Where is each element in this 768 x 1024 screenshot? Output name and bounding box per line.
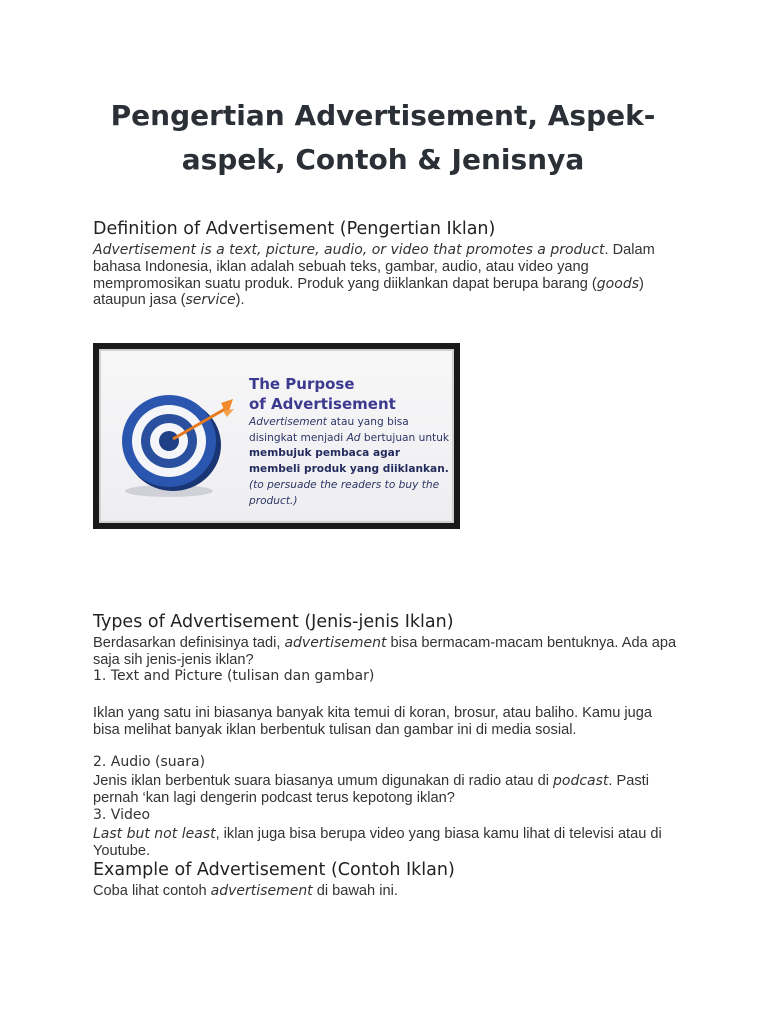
type-3-text-body: , iklan juga bisa berupa video yang biasa kamu lihat di televisi atau di Youtube.: [93, 826, 662, 859]
target-icon: [117, 389, 237, 499]
banner-text-ad: Ad: [346, 431, 361, 444]
banner-title-line-2: of Advertisement: [249, 395, 396, 413]
type-2-label: 2. Audio (suara): [93, 754, 206, 770]
definition-paragraph: [93, 242, 678, 309]
type-3-text: [93, 826, 678, 860]
banner-text-advertisement: Advertisement: [249, 416, 327, 428]
type-2-text: [93, 773, 678, 807]
type-2-text-1: Jenis iklan berbentuk suara biasanya umum digunakan di radio atau di: [93, 773, 553, 789]
example-text-2: di bawah ini.: [312, 883, 398, 899]
purpose-banner-image: [93, 343, 460, 529]
definition-service: service: [185, 292, 236, 309]
definition-body-2: ) ataupun jasa (: [93, 275, 644, 309]
types-intro-italic: advertisement: [284, 635, 387, 651]
definition-lead: Advertisement is a text, picture, audio, or video that promotes a product: [93, 242, 605, 258]
types-heading: Types of Advertisement (Jenis-jenis Iklan): [93, 612, 454, 632]
type-2-text-2: . Pasti pernah ‘kan lagi dengerin podcast terus kepotong iklan?: [93, 773, 649, 806]
example-heading: Example of Advertisement (Contoh Iklan): [93, 860, 455, 880]
definition-body-1: Dalam bahasa Indonesia, iklan adalah sebuah teks, gambar, audio, atau video yang mempromosikan suatu produk. Produk yang diiklankan dapat berupa barang (: [93, 242, 655, 292]
definition-goods: goods: [596, 275, 639, 292]
type-2-italic: podcast: [553, 773, 609, 789]
banner-text-4: bertujuan untuk: [360, 431, 450, 444]
example-text: [93, 883, 678, 900]
definition-period: .: [604, 242, 609, 258]
definition-body-3: ).: [235, 292, 245, 309]
definition-heading: Definition of Advertisement (Pengertian Iklan): [93, 219, 496, 239]
types-intro: [93, 635, 678, 669]
types-intro-1: Berdasarkan definisinya tadi,: [93, 635, 285, 651]
page-title: Pengertian Advertisement, Aspek-aspek, Contoh & Jenisnya: [110, 99, 656, 176]
example-text-italic: advertisement: [210, 883, 313, 899]
types-intro-2: bisa bermacam-macam bentuknya. Ada apa saja sih jenis-jenis iklan?: [93, 635, 677, 668]
banner-title: [249, 374, 396, 414]
example-text-1: Coba lihat contoh: [93, 883, 211, 899]
type-3-label: 3. Video: [93, 807, 151, 823]
type-1-label: 1. Text and Picture (tulisan dan gambar): [93, 668, 375, 684]
banner-card: [99, 349, 454, 523]
banner-text-2: atau yang bisa disingkat menjadi: [249, 416, 409, 444]
banner-text-bold: membujuk pembaca agar membeli produk yang diiklankan.: [249, 447, 449, 475]
type-1-text: Iklan yang satu ini biasanya banyak kita temui di koran, brosur, atau baliho. Kamu juga bisa melihat banyak iklan berbentuk tulisan dan gambar ini di media sosial.: [93, 705, 652, 738]
banner-note: (to persuade the readers to buy the product.): [249, 479, 440, 507]
type-3-italic: Last but not least: [93, 826, 216, 842]
banner-title-line-1: The Purpose: [249, 375, 355, 393]
banner-text: [249, 415, 454, 509]
